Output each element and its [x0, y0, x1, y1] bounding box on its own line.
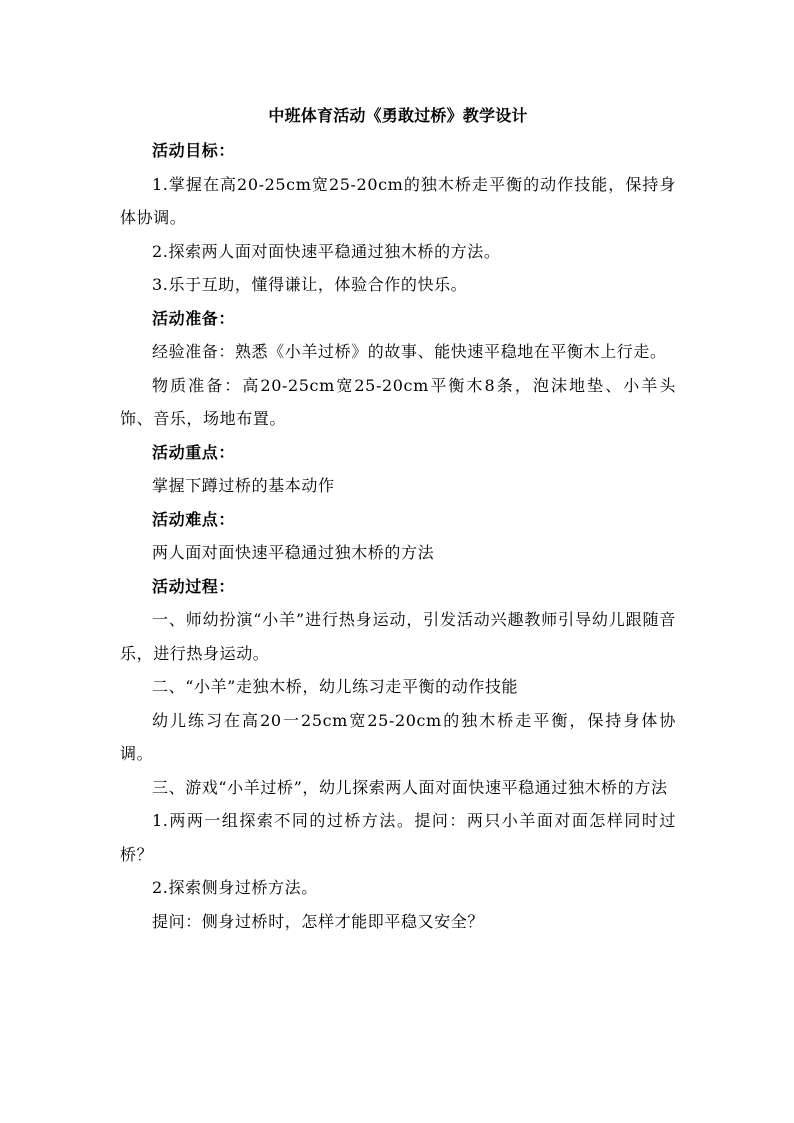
- paragraph: 三、游戏“小羊过桥”，幼儿探索两人面对面快速平稳通过独木桥的方法: [152, 777, 668, 797]
- paragraph: 一、师幼扮演“小羊”进行热身运动，引发活动兴趣教师引导幼儿跟随音乐，进行热身运动。: [120, 610, 676, 663]
- section-heading-preparation: 活动准备：: [152, 308, 236, 328]
- paragraph: 1.两两一组探索不同的过桥方法。提问：两只小羊面对面怎样同时过桥？: [120, 811, 676, 864]
- section-heading-process: 活动过程：: [152, 576, 236, 596]
- paragraph: 3.乐于互助，懂得谦让，体验合作的快乐。: [152, 275, 468, 294]
- paragraph: 幼儿练习在高20一25cm宽25-20cm的独木桥走平衡，保持身体协调。: [120, 710, 676, 763]
- paragraph: 2.探索侧身过桥方法。: [152, 878, 318, 897]
- section-heading-difficulties: 活动难点：: [152, 509, 236, 529]
- paragraph: 经验准备：熟悉《小羊过桥》的故事、能快速平稳地在平衡木上行走。: [152, 342, 667, 361]
- paragraph: 掌握下蹲过桥的基本动作: [152, 476, 335, 495]
- document-body: [120, 102, 676, 938]
- paragraph: 2.探索两人面对面快速平稳通过独木桥的方法。: [152, 241, 501, 261]
- document-title: 中班体育活动《勇敢过桥》教学设计: [268, 106, 528, 125]
- paragraph: 二、“小羊”走独木桥，幼儿练习走平衡的动作技能: [152, 677, 519, 696]
- paragraph: 物质准备：高20-25cm宽25-20cm平衡木8条，泡沫地垫、小羊头饰、音乐，场地布置。: [120, 375, 676, 428]
- paragraph: 提问：侧身过桥时，怎样才能即平稳又安全？: [152, 911, 485, 931]
- paragraph: 两人面对面快速平稳通过独木桥的方法: [152, 543, 435, 562]
- section-heading-goals: 活动目标：: [152, 141, 236, 160]
- paragraph: 1.掌握在高20-25cm宽25-20cm的独木桥走平衡的动作技能，保持身体协调。: [120, 174, 676, 227]
- section-heading-key-points: 活动重点：: [152, 442, 236, 462]
